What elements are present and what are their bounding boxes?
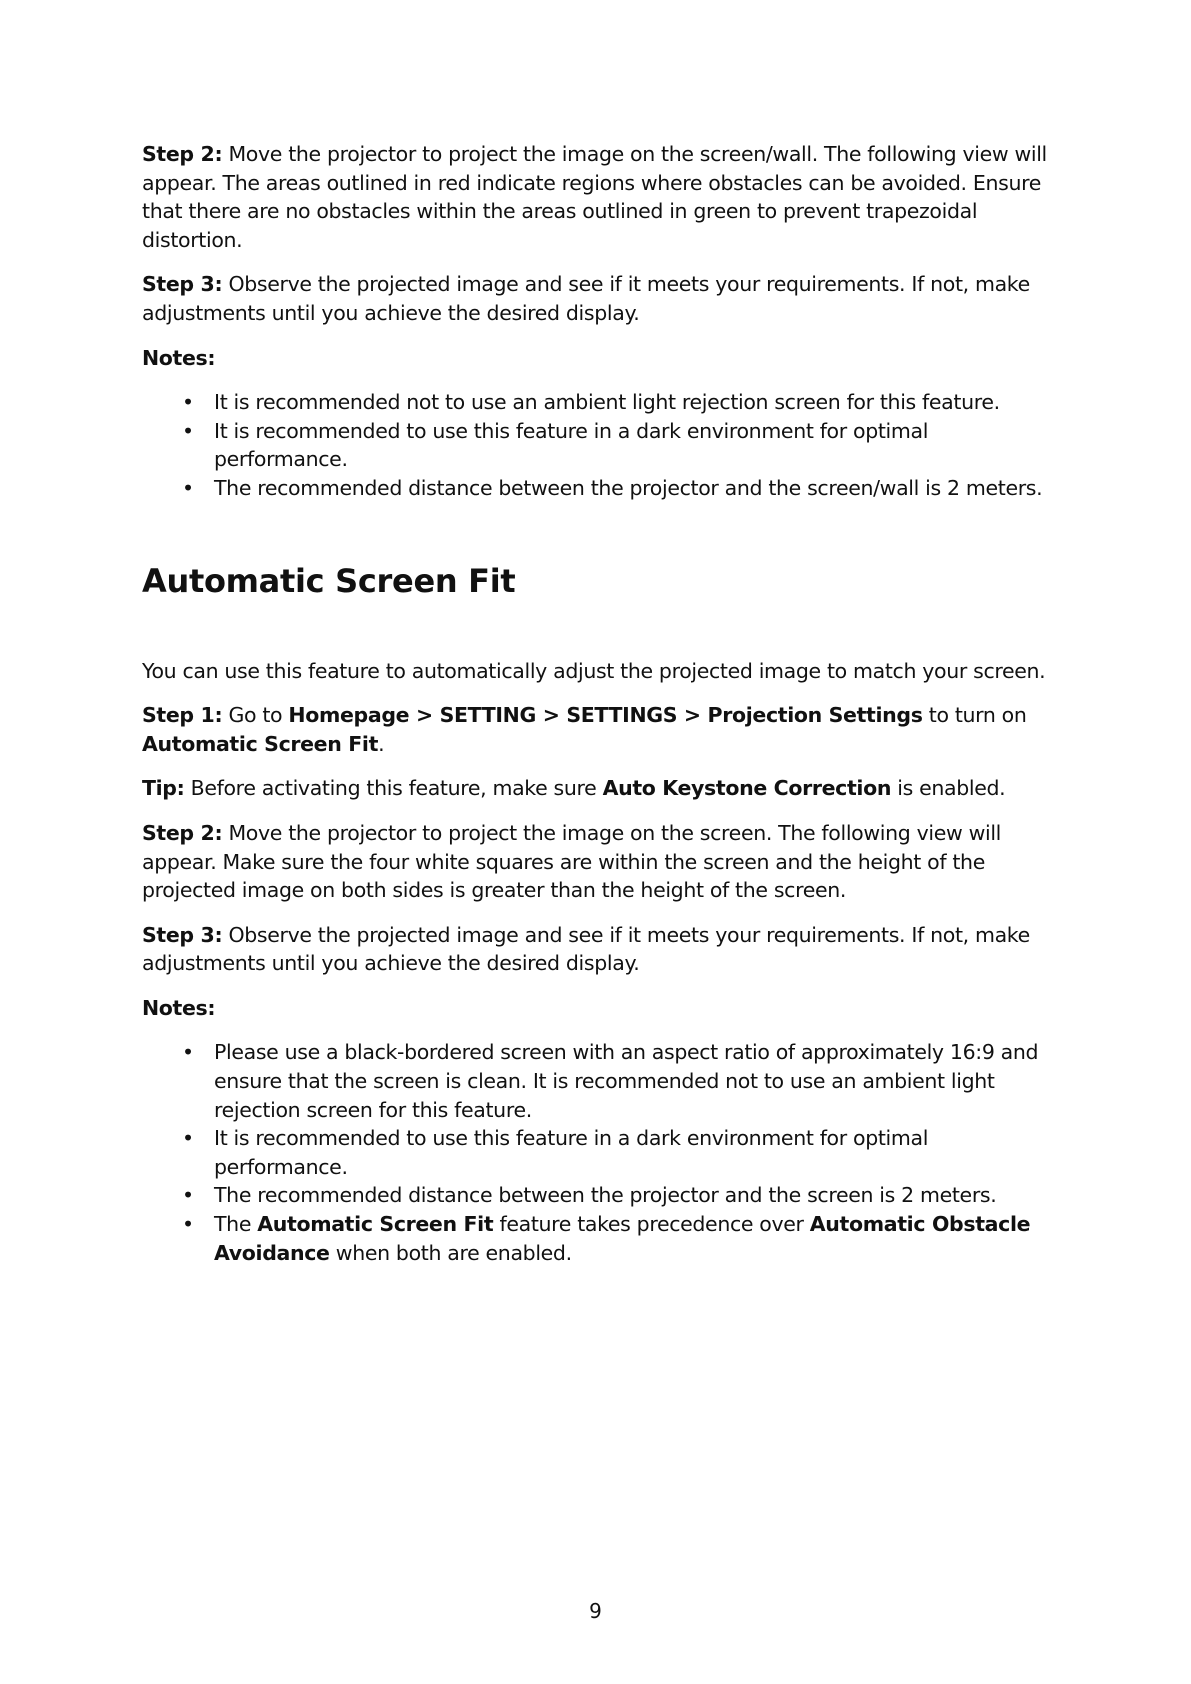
section1-step3 xyxy=(142,270,1057,327)
section2-step3 xyxy=(142,921,1057,978)
feature-name: Automatic Screen Fit xyxy=(142,731,379,756)
step-label: Step 3: xyxy=(142,922,223,947)
page-content xyxy=(142,140,1057,1267)
notes-label: Notes: xyxy=(142,995,216,1020)
step-label: Step 2: xyxy=(142,142,223,166)
section2-notes-list xyxy=(142,1038,1057,1267)
list-item: • It is recommended to use this feature in a dark environment for optimal performance. xyxy=(142,1124,1057,1181)
section1-step2 xyxy=(142,140,1057,254)
list-item xyxy=(142,1210,1057,1267)
section1-notes-label xyxy=(142,344,1057,373)
feature-name: Auto Keystone Correction xyxy=(602,776,892,801)
tip-text-end: is enabled. xyxy=(891,776,1006,801)
step-label: Step 3: xyxy=(142,272,223,297)
step-text: Move the projector to project the image on the screen/wall. The following view will appear. The areas outlined in red indicate regions where obstacles can be avoided. Ensure that there are no obstacles within the areas outlined in green to prevent trapezoidal distortion. xyxy=(142,142,1047,252)
list-item: • The recommended distance between the projector and the screen/wall is 2 meters. xyxy=(142,474,1057,503)
section2-step2 xyxy=(142,819,1057,905)
notes-label: Notes: xyxy=(142,345,216,370)
step-text: Move the projector to project the image on the screen. The following view will appear. Make sure the four white squares are within the screen and the height of the projected image on both sides is greater than the height of the screen. xyxy=(142,820,1002,903)
tip-text-pre: Before activating this feature, make sure xyxy=(184,776,603,801)
list-item: • The recommended distance between the projector and the screen is 2 meters. xyxy=(142,1181,1057,1210)
list-item: • It is recommended to use this feature in a dark environment for optimal performance. xyxy=(142,417,1057,474)
section-spacer xyxy=(142,503,1057,561)
section2-intro: You can use this feature to automatically adjust the projected image to match your screen. xyxy=(142,658,1046,683)
step-text-mid: to turn on xyxy=(922,703,1027,728)
note-text-end: when both are enabled. xyxy=(329,1240,572,1265)
feature-name: Automatic Obstacle Avoidance xyxy=(214,1212,1031,1265)
section-title: Automatic Screen Fit xyxy=(142,561,516,600)
step-text: Observe the projected image and see if it meets your requirements. If not, make adjustments until you achieve the desired display. xyxy=(142,272,1030,325)
section2-tip xyxy=(142,774,1057,803)
feature-name: Automatic Screen Fit xyxy=(257,1212,494,1237)
note-text-mid: feature takes precedence over xyxy=(493,1212,810,1237)
section2-step1 xyxy=(142,701,1057,758)
step-text: Observe the projected image and see if it meets your requirements. If not, make adjustments until you achieve the desired display. xyxy=(142,922,1030,976)
step-text-pre: Go to xyxy=(222,703,289,728)
page-number: 9 xyxy=(589,1599,602,1623)
tip-label: Tip: xyxy=(142,776,185,801)
list-item: • It is recommended not to use an ambient light rejection screen for this feature. xyxy=(142,388,1057,417)
section1-notes-list xyxy=(142,388,1057,502)
step-text-end: . xyxy=(378,731,385,756)
menu-path: Homepage > SETTING > SETTINGS > Projection Settings xyxy=(288,703,923,728)
note-text-pre: The xyxy=(214,1212,258,1237)
list-item: • Please use a black-bordered screen with an aspect ratio of approximately 16:9 and ensure that the screen is clean. It is recommended not to use an ambient light rejection screen for this feature. xyxy=(142,1038,1057,1124)
step-label: Step 1: xyxy=(142,703,223,728)
step-label: Step 2: xyxy=(142,820,223,845)
section2-notes-label xyxy=(142,994,1057,1023)
title-spacer xyxy=(142,601,1057,657)
